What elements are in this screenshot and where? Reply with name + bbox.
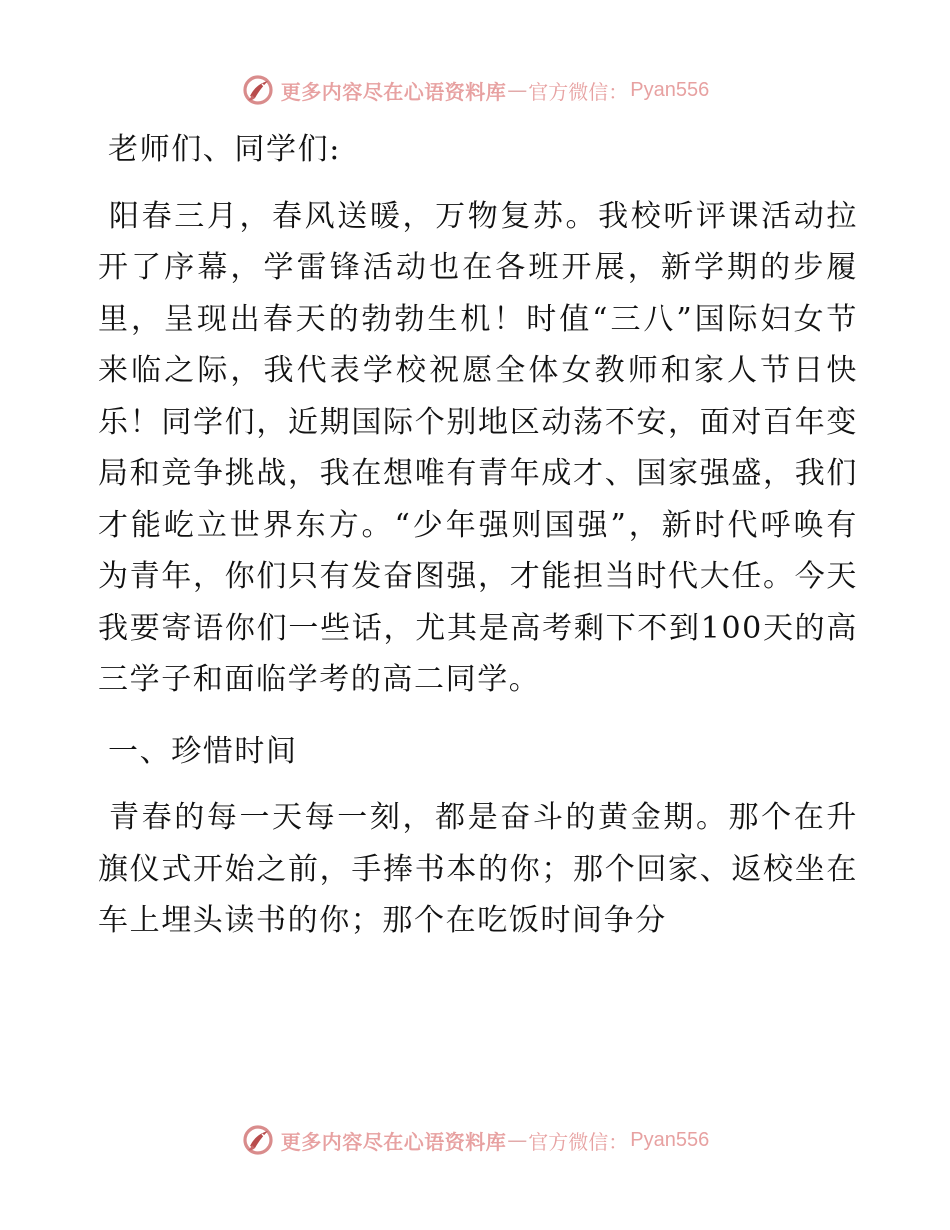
document-body: [98, 124, 858, 947]
brush-circle-logo-icon: [241, 73, 275, 107]
watermark-wechat-id: Pyan556: [630, 78, 710, 101]
watermark-dash: —: [507, 78, 528, 102]
footer-watermark: [0, 1120, 950, 1160]
watermark-wechat-label: 官方微信：: [528, 1129, 629, 1154]
watermark-wechat-label: 官方微信：: [528, 79, 629, 104]
watermark-site-text: 更多内容尽在心语资料库: [280, 1129, 507, 1154]
section-heading-1: 一、珍惜时间: [108, 733, 298, 769]
paragraph-2: [98, 792, 858, 947]
watermark-site-text: 更多内容尽在心语资料库: [280, 79, 507, 104]
greeting-line: 老师们、同学们:: [108, 132, 341, 167]
paragraph-1: [98, 191, 858, 706]
paragraph-2-text: 青春的每一天每一刻，都是奋斗的黄金期。那个在升旗仪式开始之前，手捧书本的你；那个回家、返校坐在车上埋头读书的你；那个在吃饭时间争分: [98, 800, 858, 938]
brush-circle-logo-icon: [241, 1123, 275, 1157]
header-watermark: [0, 70, 950, 110]
watermark-dash: —: [507, 1128, 528, 1152]
watermark-wechat-id: Pyan556: [630, 1128, 710, 1151]
paragraph-1-text: 阳春三月，春风送暖，万物复苏。我校听评课活动拉开了序幕，学雷锋活动也在各班开展，新学期的步履里，呈现出春天的勃勃生机！时值“三八”国际妇女节来临之际，我代表学校祝愿全体女教师和家人节日快乐！同学们，近期国际个别地区动荡不安，面对百年变局和竞争挑战，我在想唯有青年成才、国家强盛，我们才能屹立世界东方。“少年强则国强”，新时代呼唤有为青年，你们只有发奋图强，才能担当时代大任。今天我要寄语你们一些话，尤其是高考剩下不到100天的高三学子和面临学考的高二同学。: [98, 198, 858, 697]
